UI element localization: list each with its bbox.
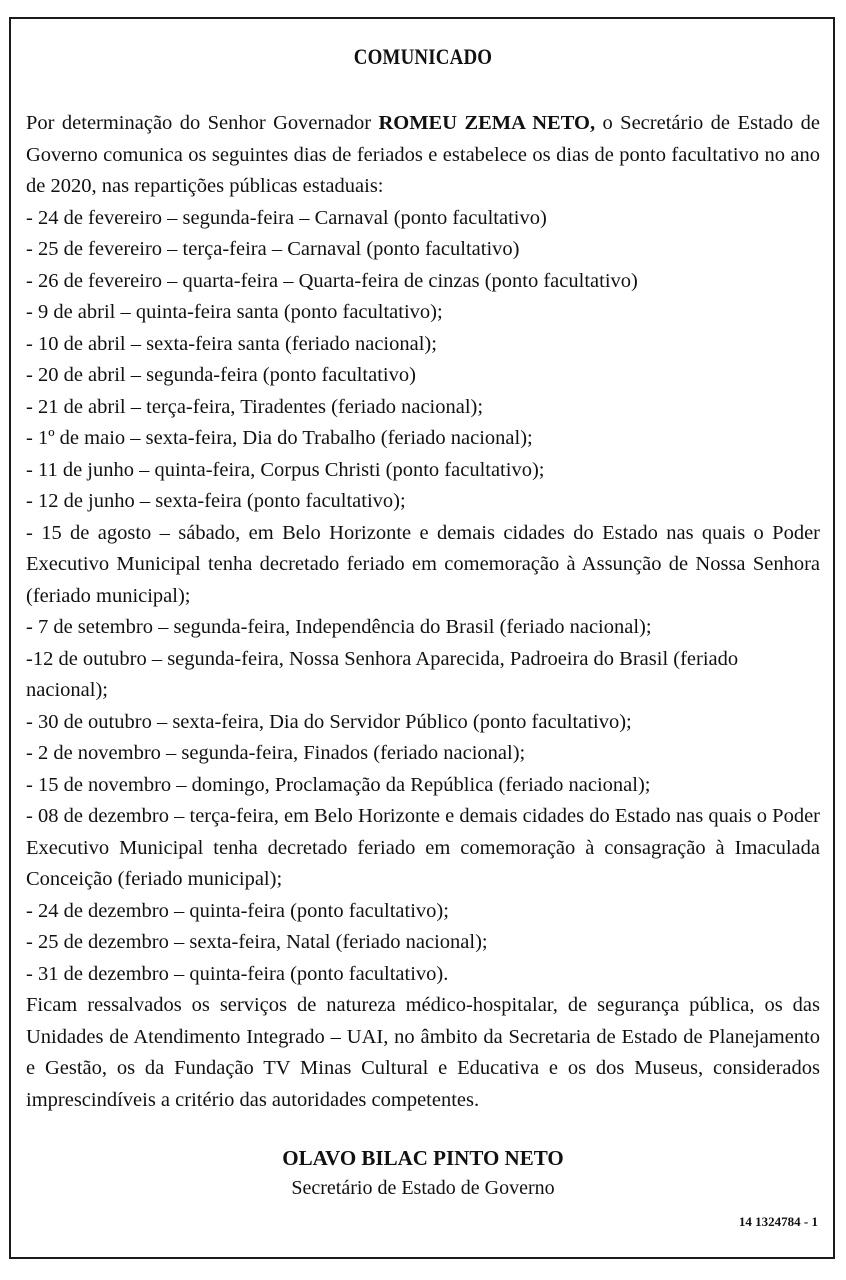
holiday-item: - 25 de dezembro – sexta-feira, Natal (feriado nacional); [26,931,488,953]
signature-block [0,1143,846,1203]
reference-code: 14 1324784 - 1 [738,1214,818,1229]
holiday-item: - 15 de novembro – domingo, Proclamação da República (feriado nacional); [26,773,651,796]
signer-name: OLAVO BILAC PINTO NETO [282,1146,564,1170]
closing-paragraph: Ficam ressalvados os serviços de natureza médico-hospitalar, de segurança pública, os das Unidades de Atendimento Integrado – UAI, no âmbito da Secretaria de Estado de Planejamento e Gestão, os da Fundação TV Minas Cultural e Educativa e os dos Museus, considerados imprescindíveis a critério das autoridades competentes. [26,994,820,1111]
holiday-item: - 26 de fevereiro – quarta-feira – Quarta-feira de cinzas (ponto facultativo) [26,269,638,292]
holiday-item: - 24 de dezembro – quinta-feira (ponto facultativo); [26,899,449,922]
holiday-item: - 21 de abril – terça-feira, Tiradentes (feriado nacional); [26,395,484,418]
holiday-item: - 08 de dezembro – terça-feira, em Belo Horizonte e demais cidades do Estado nas quais o Poder Executivo Municipal tenha decretado feriado em comemoração à consagração à Imaculada Conceição (feriado municipal); [26,805,820,890]
intro-before: Por determinação do Senhor Governador [26,112,379,134]
governor-name: ROMEU ZEMA NETO, [378,112,596,134]
holiday-item: - 1º de maio – sexta-feira, Dia do Trabalho (feriado nacional); [26,427,533,449]
holiday-item: - 20 de abril – segunda-feira (ponto facultativo) [26,364,416,386]
holiday-item: - 25 de fevereiro – terça-feira – Carnaval (ponto facultativo) [26,238,520,260]
holiday-item: - 30 de outubro – sexta-feira, Dia do Servidor Público (ponto facultativo); [26,710,632,733]
holiday-item: -12 de outubro – segunda-feira, Nossa Senhora Aparecida, Padroeira do Brasil (feriado nacional); [26,647,739,701]
signer-role: Secretário de Estado de Governo [291,1177,555,1199]
holiday-item: - 11 de junho – quinta-feira, Corpus Christi (ponto facultativo); [26,458,545,481]
notice-body [26,108,820,1116]
holiday-list [26,203,820,991]
intro-after: o Secretário de Estado de Governo comunica os seguintes dias de feriados e estabelece os dias de ponto facultativo no ano de 2020, nas repartições públicas estaduais: [26,112,821,197]
holiday-item: - 7 de setembro – segunda-feira, Independência do Brasil (feriado nacional); [26,616,652,638]
notice-title: COMUNICADO [353,44,493,69]
holiday-item: - 24 de fevereiro – segunda-feira – Carnaval (ponto facultativo) [26,206,547,229]
holiday-item: - 10 de abril – sexta-feira santa (feriado nacional); [26,332,437,355]
holiday-item: - 2 de novembro – segunda-feira, Finados (feriado nacional); [26,742,526,764]
holiday-item: - 12 de junho – sexta-feira (ponto facultativo); [26,490,406,512]
holiday-item: - 31 de dezembro – quinta-feira (ponto facultativo). [26,962,449,985]
holiday-item: - 9 de abril – quinta-feira santa (ponto facultativo); [26,301,443,323]
intro-paragraph [26,108,820,203]
holiday-item: - 15 de agosto – sábado, em Belo Horizonte e demais cidades do Estado nas quais o Poder Executivo Municipal tenha decretado feriado em comemoração à Assunção de Nossa Senhora (feriado municipal); [26,521,820,607]
